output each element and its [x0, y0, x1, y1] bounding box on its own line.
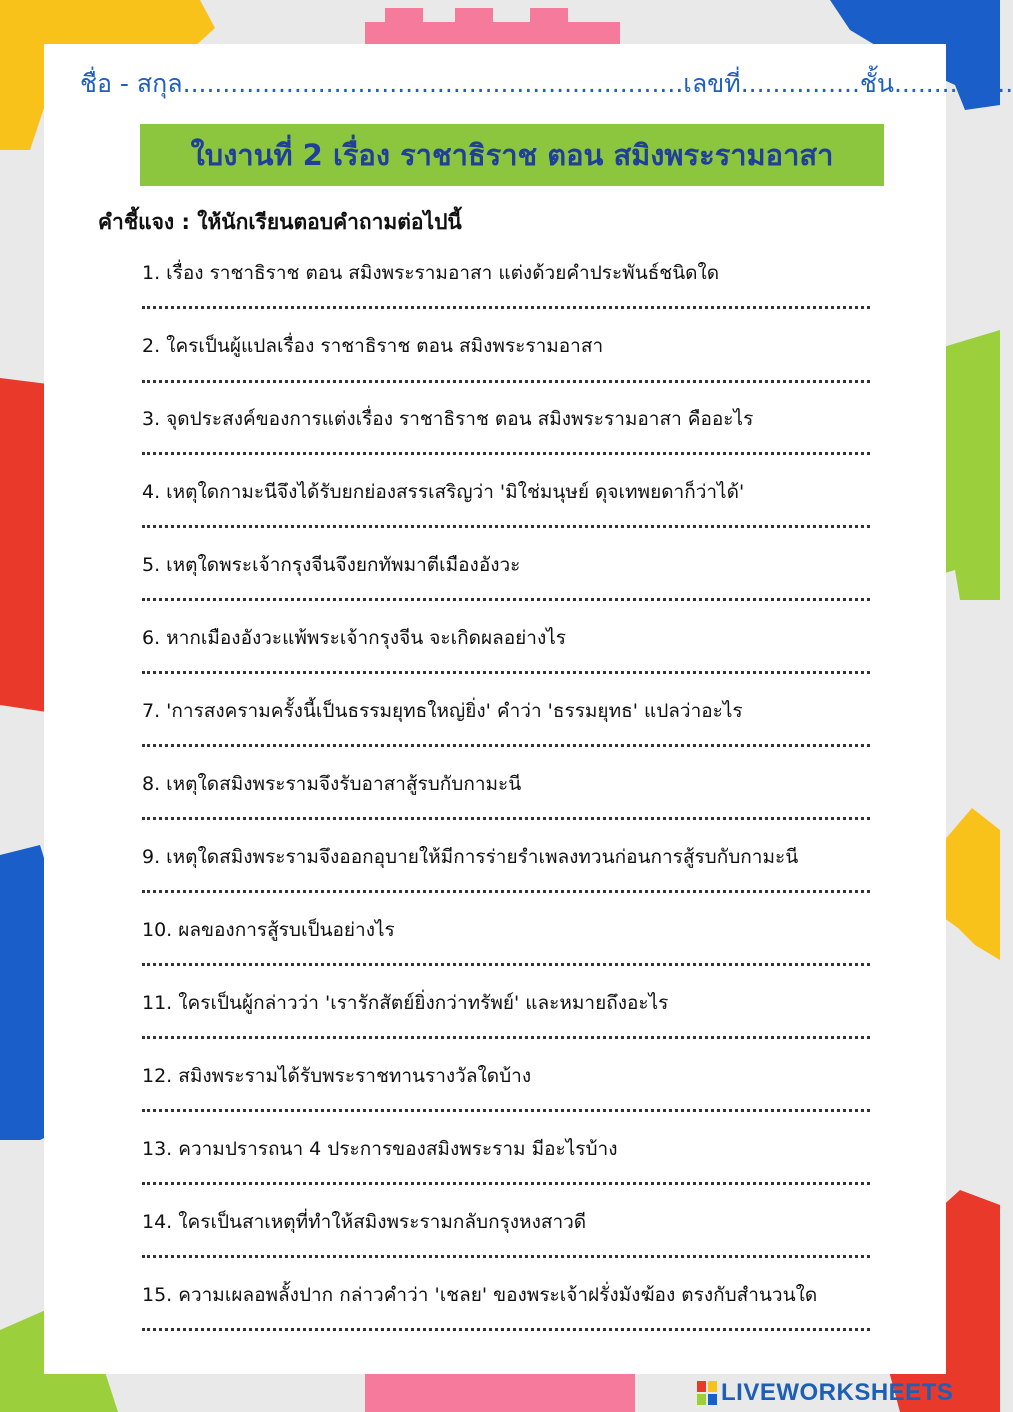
answer-field-7[interactable] — [142, 744, 870, 747]
question-13: 13. ความปรารถนา 4 ประการของสมิงพระราม มีอะไรบ้าง — [142, 1138, 618, 1160]
answer-field-12[interactable] — [142, 1109, 870, 1112]
question-1: 1. เรื่อง ราชาธิราช ตอน สมิงพระรามอาสา แต่งด้วยคำประพันธ์ชนิดใด — [142, 262, 720, 284]
answer-field-8[interactable] — [142, 817, 870, 820]
answer-field-9[interactable] — [142, 890, 870, 893]
number-label: เลขที่ — [683, 69, 741, 98]
name-label: ชื่อ - สกุล — [80, 69, 183, 98]
question-8: 8. เหตุใดสมิงพระรามจึงรับอาสาสู้รบกับกามะนี — [142, 773, 522, 795]
question-11: 11. ใครเป็นผู้กล่าวว่า 'เรารักสัตย์ยิ่งกว่าทรัพย์' และหมายถึงอะไร — [142, 992, 669, 1014]
answer-field-2[interactable] — [142, 380, 870, 383]
question-9: 9. เหตุใดสมิงพระรามจึงออกอุบายให้มีการร่ายรำเพลงทวนก่อนการสู้รบกับกามะนี — [142, 846, 799, 868]
question-7: 7. 'การสงครามครั้งนี้เป็นธรรมยุทธใหญ่ยิ่ง' คำว่า 'ธรรมยุทธ' แปลว่าอะไร — [142, 700, 743, 722]
number-field[interactable]: ............... — [740, 69, 860, 98]
question-10: 10. ผลของการสู้รบเป็นอย่างไร — [142, 919, 395, 941]
question-2: 2. ใครเป็นผู้แปลเรื่อง ราชาธิราช ตอน สมิงพระรามอาสา — [142, 335, 604, 357]
instruction-text: คำชี้แจง : ให้นักเรียนตอบคำถามต่อไปนี้ — [98, 210, 462, 234]
question-14: 14. ใครเป็นสาเหตุที่ทำให้สมิงพระรามกลับกรุงหงสาวดี — [142, 1211, 587, 1233]
answer-field-1[interactable] — [142, 306, 870, 309]
answer-field-3[interactable] — [142, 452, 870, 455]
question-4: 4. เหตุใดกามะนีจึงได้รับยกย่องสรรเสริญว่า 'มิใช่มนุษย์ ดุจเทพยดาก็ว่าได้' — [142, 481, 745, 503]
page-title: ใบงานที่ 2 เรื่อง ราชาธิราช ตอน สมิงพระรามอาสา — [190, 138, 834, 172]
question-6: 6. หากเมืองอังวะแพ้พระเจ้ากรุงจีน จะเกิดผลอย่างไร — [142, 627, 566, 649]
class-field[interactable]: ............... — [893, 69, 1013, 98]
liveworksheets-logo-icon — [697, 1381, 717, 1405]
question-5: 5. เหตุใดพระเจ้ากรุงจีนจึงยกทัพมาตีเมืองอังวะ — [142, 554, 521, 576]
question-12: 12. สมิงพระรามได้รับพระราชทานรางวัลใดบ้าง — [142, 1065, 532, 1087]
answer-field-6[interactable] — [142, 671, 870, 674]
name-field[interactable]: ............................................................... — [182, 69, 684, 98]
answer-field-5[interactable] — [142, 598, 870, 601]
answer-field-15[interactable] — [142, 1328, 870, 1331]
student-info-line — [80, 64, 1013, 100]
brand-name: LIVEWORKSHEETS — [721, 1379, 954, 1406]
answer-field-4[interactable] — [142, 525, 870, 528]
question-15: 15. ความเผลอพลั้งปาก กล่าวคำว่า 'เชลย' ของพระเจ้าฝรั่งมังฆ้อง ตรงกับสำนวนใด — [142, 1284, 818, 1306]
question-3: 3. จุดประสงค์ของการแต่งเรื่อง ราชาธิราช ตอน สมิงพระรามอาสา คืออะไร — [142, 408, 754, 430]
title-banner — [140, 124, 884, 186]
answer-field-10[interactable] — [142, 963, 870, 966]
answer-field-14[interactable] — [142, 1255, 870, 1258]
liveworksheets-brand — [697, 1378, 953, 1408]
answer-field-11[interactable] — [142, 1036, 870, 1039]
pink-block-top — [365, 8, 620, 46]
answer-field-13[interactable] — [142, 1182, 870, 1185]
class-label: ชั้น — [859, 69, 894, 98]
